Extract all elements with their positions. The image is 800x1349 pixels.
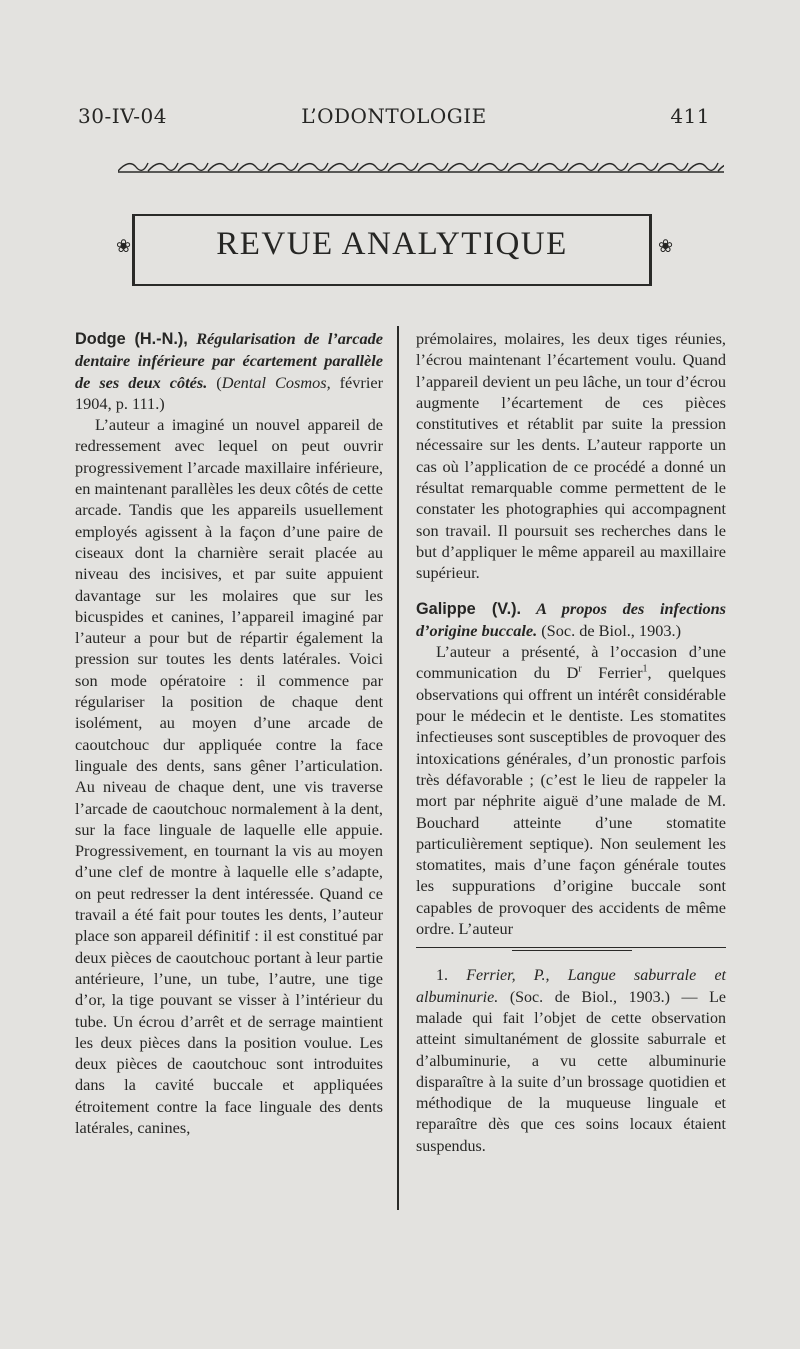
entry-body: L’auteur a imaginé un nouvel appareil de redressement avec lequel on peut ouvrir progressivement l’arcade maxillaire inférieure, en maintenant parallèles les deux côtés de cette arcade. Tandis que les appareils usuellement employés agissent à la façon d’une paire de ciseaux dont la charnière serait placée au niveau des incisives, et par suite appuient davantage sur les molaires que sur les bicuspides et canines, l’appareil imaginé par l’auteur a pour but de répartir également la pression sur toutes les dents latérales. Voici son mode opératoire : il commence par régulariser la position de chaque dent isolément, au moyen d’une arcade de caoutchouc dur appliquée contre la face linguale des dents, sans gêner l’articulation. Au niveau de chaque dent, une vis traverse l’arcade de caoutchouc normalement à la dent, sur la face linguale de laquelle elle appuie. Progressivement, en tournant la vis au moyen d’une clef de montre à laquelle elle s’adapte, on peut redresser la dent intéressée. Quand ce travail a été fait pour toutes les dents, l’auteur place son appareil définitif : il est constitué par deux pièces de caoutchouc portant à leur partie antérieure, l’une, un tube, l’autre, une tige d’or, la tige pouvant se visser à l’intérieur du tube. Un écrou d’arrêt et de serrage maintient les deux pièces dans la position voulue. Les deux pièces de caoutchouc sont introduites dans la cavité buccale et appliquées étroitement contre la face linguale des dents latérales, canines, [75,415,383,1137]
entry-body: L’auteur a présenté, à l’occasion d’une communication du $D^r$ Ferrier$^1$, quelques observations qui offrent un intérêt considérable pour le médecin et le dentiste. Les stomatites infectieuses sont susceptibles de provoquer des intoxications générales, d’un pronostic parfois très défavorable ; (c’est le lieu de rappeler la mort par néphrite aiguë d’une malade de M. Bouchard atteinte d’une stomatite particulièrement septique). Non seulement les stomatites, mais d’une façon générale toutes les suppurations d’origine buccale sont capables de provoquer des accidents de même ordre. L’auteur [416,642,726,939]
fleuron-right-icon: ❀ [658,236,674,257]
section-title: REVUE ANALYTIQUE [216,226,568,262]
footnote-text: Le malade qui fait l’objet de cette observation atteint simultanément de glossite saburrale et d’albuminurie, a vu cette albuminurie disparaître à la suite d’un brossage quotidien et méthodique de la muqueuse linguale et reparaître dès que ces soins locaux étaient suspendus. [416,988,727,1155]
header-date: 30-IV-04 [78,104,167,128]
entry-author: Dodge (H.-N.), [75,330,188,348]
left-column [75,328,383,1138]
right-column [416,328,726,1157]
column-divider [397,326,399,1210]
entry-source: (Soc. de Biol., 1903.) [537,620,681,640]
page-number: 411 [670,104,710,128]
entry-heading-galippe [416,598,726,642]
running-head [78,104,710,136]
journal-name: L’ODONTOLOGIE [301,104,487,128]
entry-title: Régularisation de l’arcade dentaire inférieure par écartement parallèle de ses deux côtés. [75,329,383,392]
footnote: 1. Ferrier, P., Langue saburrale et albuminurie. (Soc. de Biol., 1903.) — Le malade qui fait l’objet de cette observation atteint simultanément de glossite saburrale et d’albuminurie, a vu cette albuminurie disparaître à la suite d’un brossage quotidien et méthodique de la muqueuse linguale et reparaître dès que ces soins locaux étaient suspendus. [416,967,727,1155]
footnote-reference: Ferrier, P., Langue saburrale et albuminurie. [416,967,726,1006]
entry-author: Galippe (V.). [416,599,522,618]
footnote-rule [416,947,726,948]
section-title-box [132,214,652,286]
entry-heading-dodge [75,328,383,414]
entry-source-paren: ( [207,372,222,392]
footnote-rule-short [512,950,632,951]
entry-source-journal: Dental Cosmos, [221,372,331,392]
footnote-ref: 1 [642,664,648,676]
footnote-number: 1. [436,967,448,985]
decorative-rule [118,160,724,174]
entry-body-continued: prémolaires, molaires, les deux tiges réunies, l’écrou maintenant l’écartement voulu. Quand l’appareil devient un peu lâche, un tour d’écrou augmente l’écartement de ces pièces constitutives et rétablit par suite la pression nécessaire sur les dents. L’auteur rapporte un cas où l’application de ce procédé a donné un résultat remarquable comme permettent de le constater les photographies qui accompagnent son travail. Il poursuit ses recherches dans le but d’appliquer le même appareil au maxillaire supérieur. [416,329,726,583]
entry-source-date: février 1904, p. 111.) [75,372,384,413]
fleuron-left-icon: ❀ [116,236,132,257]
entry-title: A propos des infections d’origine buccale. [416,598,726,640]
